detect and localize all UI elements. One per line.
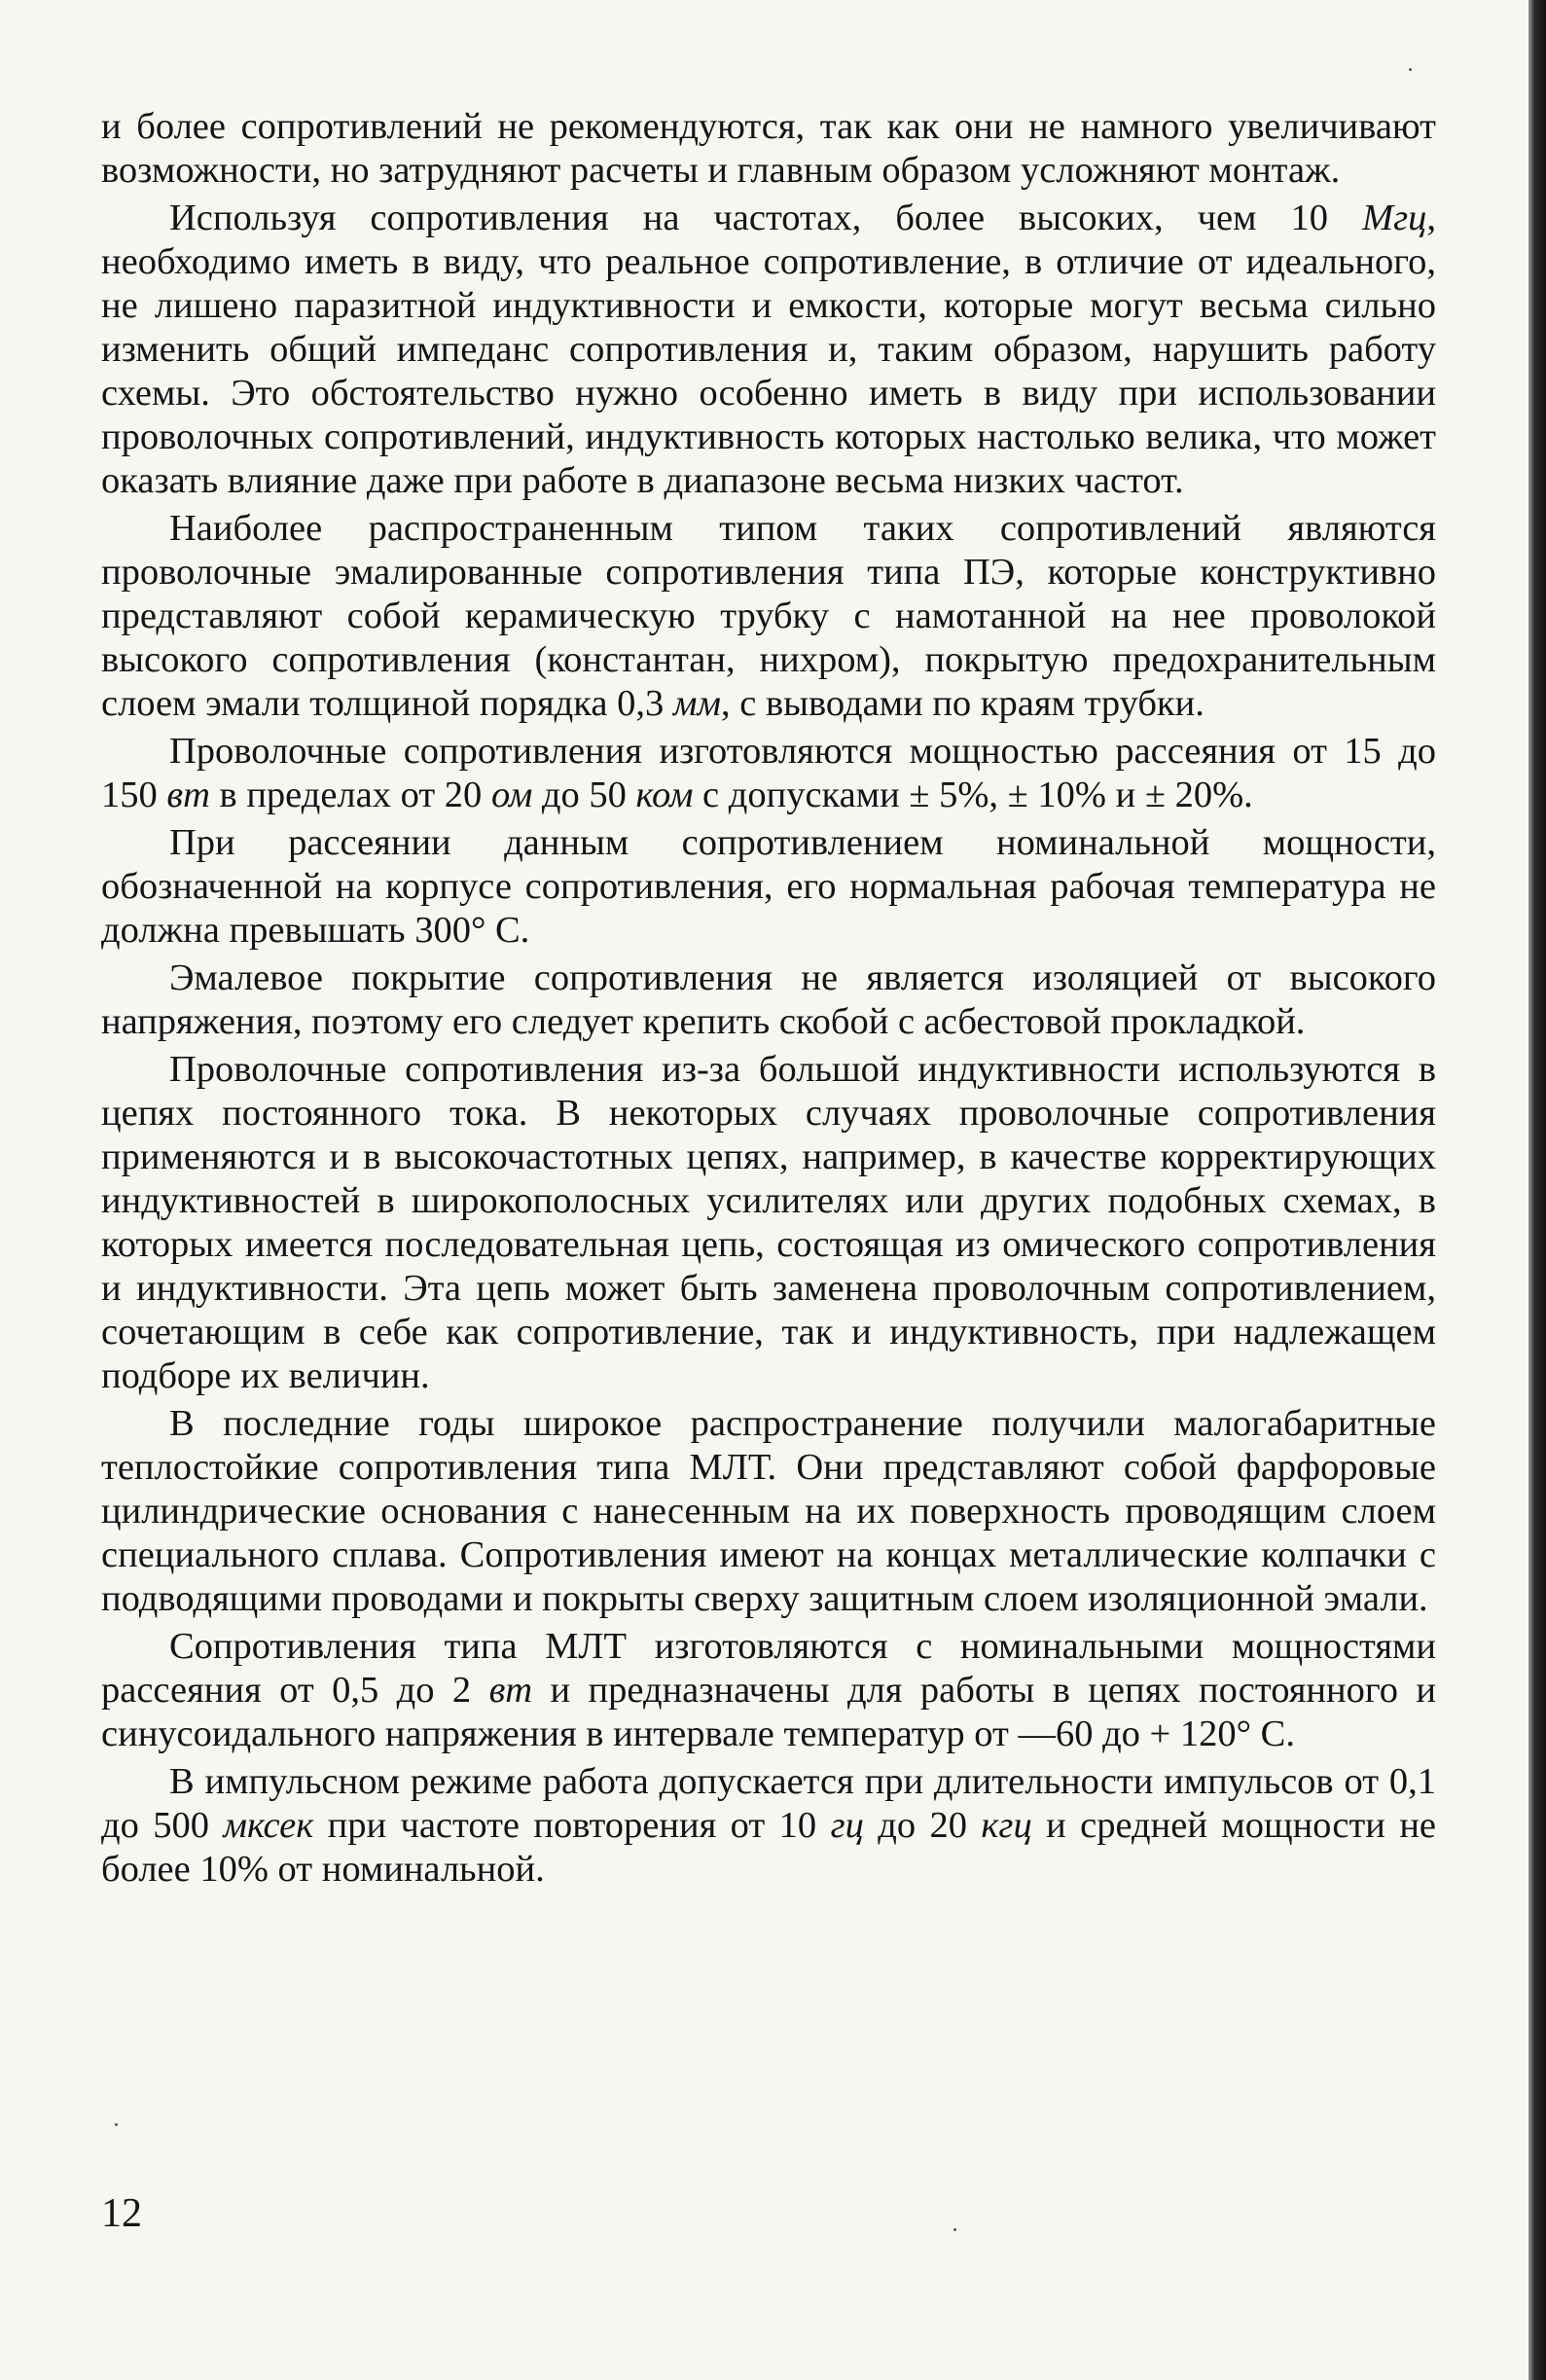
scan-speck [1409, 68, 1412, 71]
paragraph-5: При рассеянии данным сопротивлением номинальной мощности, обозначенной на корпусе сопротивления, его нормальная рабочая температура не должна превышать 300° С. [101, 822, 1436, 951]
paragraph-8: В последние годы широкое распространение получили малогабаритные теплостойкие сопротивления типа МЛТ. Они представляют собой фарфоровые цилиндрические основания с нанесенным на их поверхность проводящим слоем специального сплава. Сопротивления имеют на концах металлические колпачки с подводящими проводами и покрыты сверху защитным слоем изоляционной эмали. [101, 1403, 1436, 1619]
scan-speck [953, 2228, 956, 2231]
body-text [101, 105, 1436, 1892]
scan-edge-shadow [1528, 0, 1546, 2380]
paragraph-6: Эмалевое покрытие сопротивления не является изоляцией от высокого напряжения, поэтому его следует крепить скобой с асбестовой прокладкой. [101, 957, 1436, 1042]
paragraph-7: Проволочные сопротивления из-за большой индуктивности используются в цепях постоянного тока. В некоторых случаях проволочные сопротивления применяются и в высокочастотных цепях, например, в качестве корректирующих индуктивностей в широкополосных усилителях или других подобных схемах, в которых имеется последовательная цепь, состоящая из омического сопротивления и индуктивности. Эта цепь может быть заменена проволочным сопротивлением, сочетающим в себе как сопротивление, так и индуктивность, при надлежащем подборе их величин. [101, 1049, 1436, 1396]
page-number: 12 [101, 2191, 142, 2236]
paragraph-2: Используя сопротивления на частотах, более высоких, чем 10 Мгц, необходимо иметь в виду, что реальное сопротивление, в отличие от идеального, не лишено паразитной индуктивности и емкости, которые могут весьма сильно изменить общий импеданс сопротивления и, таким образом, нарушить работу схемы. Это обстоятельство нужно особенно иметь в виду при использовании проволочных сопротивлений, индуктивность которых настолько велика, что может оказать влияние даже при работе в диапазоне весьма низких частот. [101, 198, 1436, 501]
paragraph-3: Наиболее распространенным типом таких сопротивлений являются проволочные эмалированные сопротивления типа ПЭ, которые конструктивно представляют собой керамическую трубку с намотанной на нее проволокой высокого сопротивления (константан, нихром), покрытую предохранительным слоем эмали толщиной порядка 0,3 мм, с выводами по краям трубки. [101, 508, 1436, 724]
scan-speck [115, 2123, 118, 2126]
paragraph-1: и более сопротивлений не рекомендуются, так как они не намного увеличивают возможности, но затрудняют расчеты и главным образом усложняют монтаж. [101, 106, 1436, 191]
paragraph-9: Сопротивления типа МЛТ изготовляются с номинальными мощностями рассеяния от 0,5 до 2 вт и предназначены для работы в цепях постоянного и синусоидального напряжения в интервале температур от —60 до + 120° С. [101, 1626, 1436, 1754]
paragraph-10: В импульсном режиме работа допускается при длительности импульсов от 0,1 до 500 мксек при частоте повторения от 10 гц до 20 кгц и средней мощности не более 10% от номинальной. [101, 1761, 1437, 1890]
paragraph-4: Проволочные сопротивления изготовляются мощностью рассеяния от 15 до 150 вт в пределах от 20 ом до 50 ком с допусками ± 5%, ± 10% и ± 20%. [101, 731, 1436, 815]
